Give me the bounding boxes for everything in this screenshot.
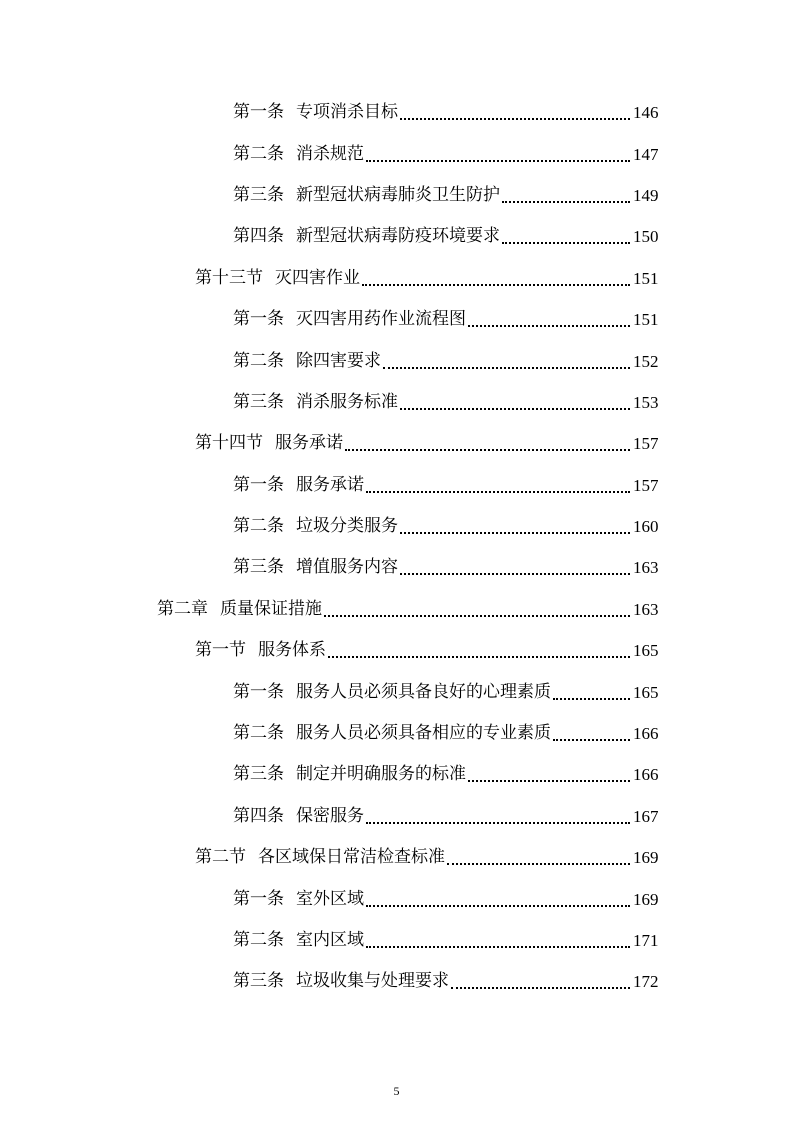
toc-entry-label: 第二节 — [195, 847, 246, 868]
dot-leader — [400, 117, 630, 120]
toc-entry-title: 各区域保日常洁检查标准 — [258, 847, 445, 868]
dot-leader — [400, 531, 630, 534]
dot-leader — [451, 986, 630, 989]
toc-entry-page: 149 — [633, 185, 659, 205]
toc-entry-label: 第一条 — [233, 309, 284, 330]
dot-leader — [502, 200, 630, 203]
toc-entry-page: 163 — [633, 599, 659, 619]
toc-entry-page: 165 — [633, 641, 659, 661]
dot-leader — [400, 407, 630, 410]
toc-entry-label: 第十四节 — [195, 433, 263, 454]
toc-entry-page: 150 — [633, 227, 659, 247]
toc-entry[interactable] — [0, 837, 793, 878]
dot-leader — [468, 324, 630, 327]
dot-leader — [366, 904, 630, 907]
toc-entry[interactable] — [0, 920, 793, 961]
dot-leader — [502, 241, 630, 244]
toc-entry-page: 171 — [633, 931, 659, 950]
toc-entry[interactable] — [0, 92, 793, 133]
toc-entry-label: 第一条 — [233, 888, 284, 909]
toc-entry-page: 153 — [633, 392, 659, 412]
toc-entry-title: 服务体系 — [258, 640, 326, 661]
toc-entry-label: 第二条 — [233, 930, 284, 950]
toc-entry-title: 灭四害用药作业流程图 — [296, 309, 466, 330]
toc-entry-title: 灭四害作业 — [275, 267, 360, 288]
toc-entry-title: 制定并明确服务的标准 — [296, 764, 466, 785]
toc-entry-title: 保密服务 — [296, 805, 364, 826]
toc-entry[interactable] — [0, 133, 793, 174]
dot-leader — [362, 283, 630, 286]
toc-entry-page: 166 — [633, 724, 659, 744]
dot-leader — [383, 366, 630, 369]
toc-entry[interactable] — [0, 382, 793, 423]
toc-entry[interactable] — [0, 216, 793, 257]
dot-leader — [366, 159, 630, 162]
toc-entry-label: 第三条 — [233, 391, 284, 412]
toc-entry-title: 室外区域 — [296, 888, 364, 909]
toc-entry-title: 垃圾收集与处理要求 — [296, 971, 449, 992]
toc-entry[interactable] — [0, 340, 793, 381]
toc-entry-label: 第三条 — [233, 184, 284, 205]
toc-entry-title: 服务人员必须具备相应的专业素质 — [296, 723, 551, 744]
toc-entry[interactable] — [0, 754, 793, 795]
toc-entry-label: 第一条 — [233, 102, 284, 123]
toc-entry-label: 第二条 — [233, 723, 284, 744]
toc-entry-page: 160 — [633, 517, 659, 537]
toc-entry-page: 166 — [633, 765, 659, 785]
toc-entry-title: 服务承诺 — [296, 474, 364, 495]
toc-entry-title: 服务承诺 — [275, 433, 343, 454]
toc-entry-page: 172 — [633, 972, 659, 992]
toc-entry-title: 除四害要求 — [296, 350, 381, 371]
dot-leader — [366, 821, 630, 824]
toc-entry-page: 165 — [633, 682, 659, 702]
toc-entry[interactable] — [0, 547, 793, 588]
toc-entry-page: 169 — [633, 848, 659, 868]
toc-entry-label: 第三条 — [233, 971, 284, 992]
toc-entry-page: 167 — [633, 806, 659, 826]
toc-entry-label: 第一条 — [233, 474, 284, 495]
toc-entry-title: 新型冠状病毒肺炎卫生防护 — [296, 184, 500, 205]
table-of-contents — [0, 92, 793, 1003]
toc-entry-title: 专项消杀目标 — [296, 102, 398, 123]
toc-entry[interactable] — [0, 299, 793, 340]
toc-entry-label: 第十三节 — [195, 267, 263, 288]
toc-entry-label: 第三条 — [233, 557, 284, 578]
toc-entry-page: 157 — [633, 434, 659, 454]
toc-entry-page: 147 — [633, 144, 659, 164]
toc-entry[interactable] — [0, 961, 793, 1002]
dot-leader — [328, 655, 630, 658]
toc-entry-title: 消杀规范 — [296, 143, 364, 164]
dot-leader — [366, 490, 630, 493]
toc-entry-title: 增值服务内容 — [296, 557, 398, 578]
dot-leader — [400, 572, 630, 575]
toc-entry-label: 第二条 — [233, 143, 284, 164]
toc-entry-page: 152 — [633, 351, 659, 371]
toc-entry-title: 服务人员必须具备良好的心理素质 — [296, 681, 551, 702]
toc-entry[interactable] — [0, 589, 793, 630]
page-number: 5 — [393, 1084, 400, 1098]
dot-leader — [366, 945, 630, 948]
toc-entry[interactable] — [0, 258, 793, 299]
toc-entry-label: 第三条 — [233, 764, 284, 785]
dot-leader — [468, 779, 630, 782]
toc-entry-label: 第二条 — [233, 516, 284, 537]
dot-leader — [345, 448, 630, 451]
toc-entry-label: 第四条 — [233, 805, 284, 826]
toc-entry-page: 151 — [633, 268, 659, 288]
toc-entry-label: 第一节 — [195, 640, 246, 661]
dot-leader — [553, 738, 630, 741]
toc-entry-page: 169 — [633, 889, 659, 909]
dot-leader — [553, 697, 630, 700]
toc-entry[interactable] — [0, 423, 793, 464]
toc-entry-label: 第二条 — [233, 350, 284, 371]
toc-entry-page: 146 — [633, 103, 659, 123]
toc-entry-page: 163 — [633, 558, 659, 578]
dot-leader — [324, 614, 630, 617]
toc-entry[interactable] — [0, 713, 793, 754]
toc-entry[interactable] — [0, 465, 793, 506]
toc-entry-page: 157 — [633, 475, 659, 495]
toc-entry[interactable] — [0, 796, 793, 837]
dot-leader — [447, 862, 630, 865]
toc-entry[interactable] — [0, 671, 793, 712]
toc-entry-title: 质量保证措施 — [220, 598, 322, 619]
toc-entry-title: 消杀服务标准 — [296, 391, 398, 412]
toc-entry-title: 垃圾分类服务 — [296, 516, 398, 537]
toc-entry[interactable] — [0, 878, 793, 919]
toc-entry[interactable] — [0, 630, 793, 671]
toc-entry-label: 第一条 — [233, 681, 284, 702]
toc-entry-title: 室内区域 — [296, 930, 364, 950]
toc-entry-label: 第二章 — [157, 598, 208, 619]
toc-entry[interactable] — [0, 506, 793, 547]
toc-entry-label: 第四条 — [233, 226, 284, 247]
toc-entry-page: 151 — [633, 310, 659, 330]
toc-entry-title: 新型冠状病毒防疫环境要求 — [296, 226, 500, 247]
toc-entry[interactable] — [0, 175, 793, 216]
